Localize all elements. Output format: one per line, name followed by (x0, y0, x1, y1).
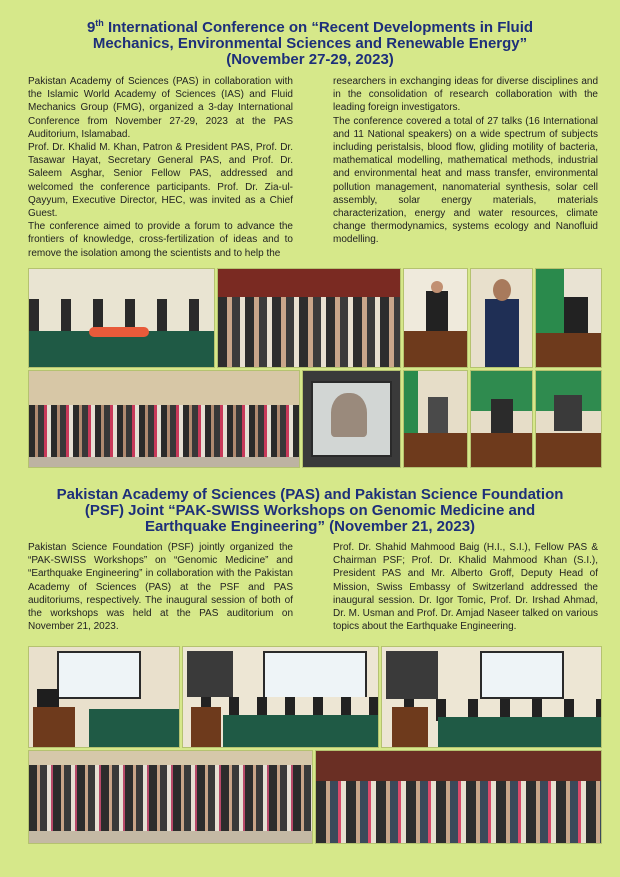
section1-paragraph: The conference aimed to provide a forum to advance the frontiers of knowledge, cross-fertilization of ideas and to remove the isolation among the scientists and to help the (28, 221, 293, 259)
photo-speaker-banner (535, 268, 602, 368)
photo-workshop-podium-1 (28, 646, 180, 748)
photo-speaker-podium-3 (470, 370, 533, 468)
section1-title-line3: (November 27-29, 2023) (226, 51, 394, 68)
photo-group-1 (28, 370, 300, 468)
photo-workshop-panel (182, 646, 379, 748)
section1-paragraph: researchers in exchanging ideas for diverse disciplines and in the consolidation of research collaboration with the leading foreign investigators. (333, 76, 598, 114)
section2-title-line1: Pakistan Academy of Sciences (PAS) and Pakistan Science Foundation (56, 486, 564, 503)
photo-audience-2 (315, 750, 602, 844)
photo-workshop-panel-2 (381, 646, 602, 748)
section2-title-line2: (PSF) Joint “PAK-SWISS Workshops on Genomic Medicine and (84, 502, 536, 519)
photo-audience-1 (217, 268, 401, 368)
section2-paragraph: Prof. Dr. Shahid Mahmood Baig (H.I., S.I.), Fellow PAS & Chairman PSF; Prof. Dr. Khalid Mahmood Khan (S.I.), President PAS and Mr. Alberto Groff, Deputy Head of Mission, Swiss Embassy of Switzerland addressed the inaugural session. Dr. Igor Tomic, Prof. Dr. Irshad Ahmad, Dr. M. Usman and Prof. Dr. Amjad Naseer talked on various topics about the Earthquake Engineering. (333, 542, 598, 633)
photo-speaker-podium-4 (535, 370, 602, 468)
section1-paragraph: Pakistan Academy of Sciences (PAS) in collaboration with the Islamic World Academy of Sciences (IAS) and Fluid Mechanics Group (FMG), organized a 3-day International Conference from November 27-29, 2023 at the PAS Auditorium, Islamabad. (28, 76, 293, 140)
section1-title-line1: 9th International Conference on “Recent Developments in Fluid (86, 18, 534, 36)
section2-left-column (28, 541, 293, 633)
photo-stage-dignitaries (28, 268, 215, 368)
photo-speaker-mic (470, 268, 533, 368)
section1-right-column (333, 75, 598, 247)
photo-video-call (302, 370, 401, 468)
section1-title-line2: Mechanics, Environmental Sciences and Renewable Energy” (92, 35, 528, 52)
section2-paragraph: Pakistan Science Foundation (PSF) jointly organized the “PAK-SWISS Workshops” on “Genomic Medicine” and “Earthquake Engineering” in collaboration with the Pakistan Academy of Sciences (PAS) at the PSF and PAS auditoriums, respectively. The inaugural session of both of the workshops was held at the PAS auditorium on November 21, 2023. (28, 542, 293, 633)
section2-right-column (333, 541, 598, 633)
section2-title-line3: Earthquake Engineering” (November 21, 2023) (144, 518, 476, 535)
section1-paragraph: The conference covered a total of 27 talks (16 International and 11 National speakers) on a wide spectrum of subjects including peristalsis, blood flow, gliding motility of bacteria, mathematical modelling, mathematical methods, industrial and environmental heat and mass transfer, environmental pollution management, nanomaterial synthesis, solar cell assembly, solar energy materials, materials characterization, energy and water resources, climate change thermodynamics, systems ecology and Nanofluid modelling. (333, 115, 598, 246)
photo-group-2 (28, 750, 313, 844)
section1-title (0, 20, 620, 68)
photo-speaker-podium-2 (403, 370, 468, 468)
photo-speaker-podium-1 (403, 268, 468, 368)
section1-paragraph: Prof. Dr. Khalid M. Khan, Patron & President PAS, Prof. Dr. Tasawar Hayat, Secretary General PAS, and Prof. Dr. Saleem Asghar, Senior Fellow PAS, addressed and welcomed the conference participants. Prof. Dr. Zia-ul-Qayyum, Executive Director, HEC, was invited as a Chief Guest. (28, 142, 293, 220)
section2-title (0, 487, 620, 535)
section1-left-column (28, 75, 293, 260)
